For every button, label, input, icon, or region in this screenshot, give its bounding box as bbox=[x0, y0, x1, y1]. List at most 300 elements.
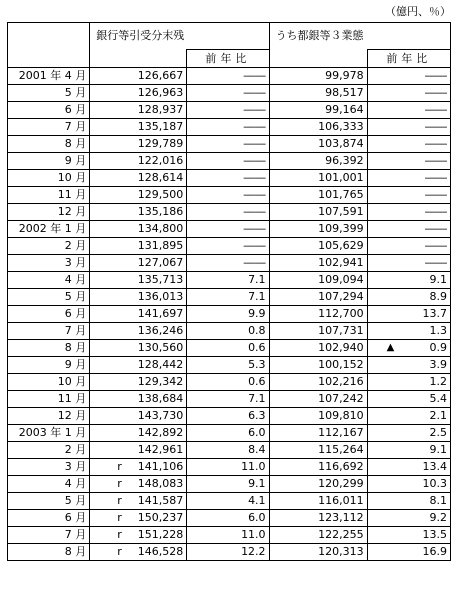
yoy2-cell-value: ―― bbox=[425, 154, 447, 167]
city-bank-cell bbox=[269, 391, 367, 408]
city-bank-cell-value: 123,112 bbox=[318, 511, 364, 524]
yoy-cell bbox=[187, 204, 269, 221]
row-label-value: 2002 年 1 月 bbox=[18, 222, 87, 235]
yoy-cell bbox=[187, 221, 269, 238]
city-bank-cell-value: 100,152 bbox=[318, 358, 364, 371]
yoy-cell bbox=[187, 340, 269, 357]
yoy-cell-value: ―― bbox=[243, 222, 266, 235]
balance-cell-value: 138,684 bbox=[137, 392, 184, 405]
yoy2-cell bbox=[367, 153, 450, 170]
yoy2-cell-value: 2.1 bbox=[429, 409, 447, 422]
unit-note: （億円、％） bbox=[385, 5, 451, 18]
row-label bbox=[8, 68, 90, 85]
yoy-cell-value: 7.1 bbox=[248, 392, 266, 405]
city-bank-cell-value: 102,940 bbox=[318, 341, 364, 354]
yoy-cell bbox=[187, 289, 269, 306]
row-label-value: 7 月 bbox=[64, 528, 87, 541]
city-bank-cell bbox=[269, 357, 367, 374]
table-row bbox=[8, 408, 451, 425]
balance-cell-value: 126,963 bbox=[137, 86, 184, 99]
row-label bbox=[8, 238, 90, 255]
yoy-cell bbox=[187, 170, 269, 187]
yoy2-cell-value: 3.9 bbox=[429, 358, 447, 371]
yoy2-cell-value: 1.2 bbox=[429, 375, 447, 388]
row-label bbox=[8, 391, 90, 408]
revised-flag: r bbox=[117, 545, 122, 558]
row-label bbox=[8, 510, 90, 527]
row-label bbox=[8, 170, 90, 187]
city-bank-cell-value: 120,313 bbox=[318, 545, 364, 558]
row-label bbox=[8, 357, 90, 374]
subheader-yoy-2: 前年比 bbox=[367, 50, 450, 68]
balance-cell bbox=[90, 68, 187, 85]
balance-cell bbox=[90, 170, 187, 187]
yoy-cell-value: ―― bbox=[243, 205, 266, 218]
yoy-cell-value: 6.0 bbox=[248, 511, 266, 524]
row-label-value: 6 月 bbox=[64, 103, 87, 116]
yoy-cell bbox=[187, 306, 269, 323]
row-label-value: 7 月 bbox=[64, 324, 87, 337]
yoy-cell-value: ―― bbox=[243, 120, 266, 133]
row-label bbox=[8, 527, 90, 544]
balance-cell-value: 151,228 bbox=[137, 528, 184, 541]
yoy2-cell bbox=[367, 476, 450, 493]
corner-cell-lower bbox=[8, 50, 90, 68]
yoy2-cell-value: 8.9 bbox=[429, 290, 447, 303]
table-row bbox=[8, 527, 451, 544]
yoy-cell-value: 8.4 bbox=[248, 443, 266, 456]
row-label bbox=[8, 187, 90, 204]
city-bank-cell bbox=[269, 187, 367, 204]
row-label-value: 2 月 bbox=[64, 239, 87, 252]
balance-cell bbox=[90, 425, 187, 442]
table-row bbox=[8, 85, 451, 102]
city-bank-cell bbox=[269, 272, 367, 289]
city-bank-cell bbox=[269, 289, 367, 306]
table-row bbox=[8, 510, 451, 527]
yoy2-cell bbox=[367, 442, 450, 459]
row-label bbox=[8, 425, 90, 442]
table-row bbox=[8, 221, 451, 238]
yoy2-cell bbox=[367, 425, 450, 442]
row-label-value: 2003 年 1 月 bbox=[18, 426, 87, 439]
city-bank-cell-value: 112,167 bbox=[318, 426, 364, 439]
yoy2-cell bbox=[367, 510, 450, 527]
city-bank-cell bbox=[269, 459, 367, 476]
city-bank-cell-value: 102,941 bbox=[318, 256, 364, 269]
city-bank-cell bbox=[269, 306, 367, 323]
yoy-cell bbox=[187, 510, 269, 527]
corner-cell bbox=[8, 23, 90, 50]
row-label bbox=[8, 153, 90, 170]
yoy2-cell bbox=[367, 255, 450, 272]
row-label-value: 6 月 bbox=[64, 511, 87, 524]
balance-cell-value: 146,528 bbox=[137, 545, 184, 558]
yoy2-cell bbox=[367, 68, 450, 85]
row-label-value: 6 月 bbox=[64, 307, 87, 320]
balance-cell-value: 129,789 bbox=[137, 137, 184, 150]
city-bank-cell-value: 115,264 bbox=[318, 443, 364, 456]
yoy-cell-value: ―― bbox=[243, 137, 266, 150]
table-row bbox=[8, 357, 451, 374]
yoy2-cell-value: ―― bbox=[425, 69, 447, 82]
city-bank-cell bbox=[269, 340, 367, 357]
yoy-cell bbox=[187, 119, 269, 136]
yoy2-cell bbox=[367, 187, 450, 204]
balance-cell-value: 126,667 bbox=[137, 69, 184, 82]
balance-cell bbox=[90, 544, 187, 561]
yoy-cell bbox=[187, 102, 269, 119]
city-bank-cell-value: 99,978 bbox=[325, 69, 364, 82]
city-bank-cell bbox=[269, 476, 367, 493]
city-bank-cell bbox=[269, 170, 367, 187]
yoy2-cell bbox=[367, 272, 450, 289]
yoy-cell bbox=[187, 136, 269, 153]
revised-flag: r bbox=[117, 460, 122, 473]
balance-cell-value: 141,697 bbox=[137, 307, 184, 320]
row-label-value: 3 月 bbox=[64, 256, 87, 269]
city-bank-cell bbox=[269, 85, 367, 102]
row-label-value: 4 月 bbox=[64, 273, 87, 286]
yoy2-cell-value: ―― bbox=[425, 205, 447, 218]
city-bank-cell-value: 107,731 bbox=[318, 324, 364, 337]
yoy-cell-value: 0.6 bbox=[248, 341, 266, 354]
yoy2-cell-value: ―― bbox=[425, 171, 447, 184]
city-bank-cell-value: 99,164 bbox=[325, 103, 364, 116]
city-bank-cell-value: 101,765 bbox=[318, 188, 364, 201]
yoy2-cell-value: 9.2 bbox=[429, 511, 447, 524]
city-bank-cell bbox=[269, 221, 367, 238]
table-row bbox=[8, 187, 451, 204]
yoy2-cell bbox=[367, 204, 450, 221]
balance-cell bbox=[90, 408, 187, 425]
balance-cell bbox=[90, 272, 187, 289]
yoy2-cell bbox=[367, 289, 450, 306]
subheader-row bbox=[8, 50, 451, 68]
city-bank-cell-value: 107,242 bbox=[318, 392, 364, 405]
balance-cell bbox=[90, 340, 187, 357]
balance-cell bbox=[90, 510, 187, 527]
row-label bbox=[8, 102, 90, 119]
balance-cell bbox=[90, 221, 187, 238]
yoy-cell-value: 7.1 bbox=[248, 273, 266, 286]
balance-cell bbox=[90, 391, 187, 408]
balance-cell bbox=[90, 255, 187, 272]
balance-cell-value: 136,246 bbox=[137, 324, 184, 337]
yoy-cell-value: 7.1 bbox=[248, 290, 266, 303]
city-bank-cell-value: 107,294 bbox=[318, 290, 364, 303]
city-bank-cell bbox=[269, 255, 367, 272]
yoy-cell bbox=[187, 408, 269, 425]
row-label bbox=[8, 85, 90, 102]
city-bank-cell bbox=[269, 153, 367, 170]
balance-cell-value: 134,800 bbox=[137, 222, 184, 235]
yoy2-cell bbox=[367, 170, 450, 187]
city-bank-cell-value: 105,629 bbox=[318, 239, 364, 252]
yoy2-cell bbox=[367, 85, 450, 102]
table-body bbox=[8, 23, 451, 561]
yoy2-cell-value: ―― bbox=[425, 239, 447, 252]
city-bank-cell bbox=[269, 510, 367, 527]
balance-cell bbox=[90, 476, 187, 493]
city-bank-cell bbox=[269, 442, 367, 459]
row-label bbox=[8, 544, 90, 561]
city-bank-cell bbox=[269, 425, 367, 442]
yoy-cell-value: 11.0 bbox=[241, 460, 266, 473]
yoy2-cell-value: ―― bbox=[425, 256, 447, 269]
header-col2: うち都銀等３業態 bbox=[269, 23, 367, 50]
yoy2-cell-value: 13.4 bbox=[422, 460, 447, 473]
row-label-value: 8 月 bbox=[64, 545, 87, 558]
balance-cell-value: 136,013 bbox=[137, 290, 184, 303]
yoy-cell-value: ―― bbox=[243, 171, 266, 184]
yoy2-cell-value: 13.5 bbox=[422, 528, 447, 541]
table-row bbox=[8, 476, 451, 493]
balance-cell-value: 141,587 bbox=[137, 494, 184, 507]
subheader-blank-2 bbox=[269, 50, 367, 68]
yoy2-cell bbox=[367, 527, 450, 544]
city-bank-cell bbox=[269, 527, 367, 544]
city-bank-cell-value: 102,216 bbox=[318, 375, 364, 388]
yoy2-cell-value: 13.7 bbox=[422, 307, 447, 320]
yoy2-cell bbox=[367, 408, 450, 425]
balance-cell-value: 143,730 bbox=[137, 409, 184, 422]
table-row bbox=[8, 136, 451, 153]
row-label bbox=[8, 323, 90, 340]
row-label-value: 11 月 bbox=[57, 188, 87, 201]
balance-cell bbox=[90, 289, 187, 306]
balance-cell bbox=[90, 459, 187, 476]
table-row bbox=[8, 323, 451, 340]
row-label-value: 12 月 bbox=[57, 205, 87, 218]
yoy-cell-value: 11.0 bbox=[241, 528, 266, 541]
yoy-cell-value: ―― bbox=[243, 154, 266, 167]
row-label bbox=[8, 255, 90, 272]
yoy-cell bbox=[187, 85, 269, 102]
yoy2-cell-value: 10.3 bbox=[422, 477, 447, 490]
city-bank-cell-value: 120,299 bbox=[318, 477, 364, 490]
yoy-cell bbox=[187, 323, 269, 340]
yoy2-cell-value: 8.1 bbox=[429, 494, 447, 507]
balance-cell-value: 135,713 bbox=[137, 273, 184, 286]
revised-flag: r bbox=[117, 494, 122, 507]
balance-cell bbox=[90, 187, 187, 204]
balance-cell bbox=[90, 102, 187, 119]
data-table bbox=[7, 22, 451, 561]
city-bank-cell-value: 107,591 bbox=[318, 205, 364, 218]
header-col1-spacer bbox=[187, 23, 269, 50]
row-label-value: 10 月 bbox=[57, 375, 87, 388]
yoy2-cell bbox=[367, 459, 450, 476]
balance-cell-value: 128,442 bbox=[137, 358, 184, 371]
yoy-cell-value: 9.9 bbox=[248, 307, 266, 320]
city-bank-cell bbox=[269, 493, 367, 510]
yoy2-cell bbox=[367, 374, 450, 391]
yoy2-cell bbox=[367, 136, 450, 153]
table-row bbox=[8, 493, 451, 510]
table-row bbox=[8, 204, 451, 221]
city-bank-cell-value: 116,011 bbox=[318, 494, 364, 507]
row-label-value: 2 月 bbox=[64, 443, 87, 456]
table-row bbox=[8, 459, 451, 476]
table-row bbox=[8, 119, 451, 136]
yoy2-cell-value: ―― bbox=[425, 103, 447, 116]
yoy-cell-value: ―― bbox=[243, 188, 266, 201]
revised-flag: r bbox=[117, 511, 122, 524]
yoy2-cell bbox=[367, 340, 450, 357]
balance-cell-value: 142,961 bbox=[137, 443, 184, 456]
yoy-cell bbox=[187, 187, 269, 204]
row-label bbox=[8, 476, 90, 493]
yoy2-cell-value: 0.9 bbox=[429, 341, 447, 354]
yoy-cell bbox=[187, 425, 269, 442]
row-label bbox=[8, 306, 90, 323]
subheader-yoy-1: 前年比 bbox=[187, 50, 269, 68]
balance-cell-value: 122,016 bbox=[137, 154, 184, 167]
yoy-cell-value: 0.6 bbox=[248, 375, 266, 388]
table-row bbox=[8, 340, 451, 357]
yoy-cell bbox=[187, 493, 269, 510]
yoy2-cell-value: 5.4 bbox=[429, 392, 447, 405]
balance-cell bbox=[90, 442, 187, 459]
row-label bbox=[8, 289, 90, 306]
yoy2-cell-value: ―― bbox=[425, 222, 447, 235]
balance-cell-value: 135,187 bbox=[137, 120, 184, 133]
yoy2-cell bbox=[367, 238, 450, 255]
yoy-cell bbox=[187, 68, 269, 85]
city-bank-cell-value: 122,255 bbox=[318, 528, 364, 541]
yoy2-cell-value: ―― bbox=[425, 120, 447, 133]
yoy-cell bbox=[187, 527, 269, 544]
table-row bbox=[8, 442, 451, 459]
row-label-value: 8 月 bbox=[64, 137, 87, 150]
city-bank-cell-value: 106,333 bbox=[318, 120, 364, 133]
row-label bbox=[8, 442, 90, 459]
city-bank-cell-value: 109,810 bbox=[318, 409, 364, 422]
balance-cell bbox=[90, 85, 187, 102]
yoy-cell bbox=[187, 272, 269, 289]
row-label bbox=[8, 119, 90, 136]
yoy-cell-value: 5.3 bbox=[248, 358, 266, 371]
table-row bbox=[8, 272, 451, 289]
yoy-cell bbox=[187, 374, 269, 391]
yoy2-cell bbox=[367, 357, 450, 374]
row-label bbox=[8, 408, 90, 425]
city-bank-cell bbox=[269, 238, 367, 255]
header-row bbox=[8, 23, 451, 50]
yoy-cell bbox=[187, 357, 269, 374]
table-row bbox=[8, 425, 451, 442]
city-bank-cell bbox=[269, 374, 367, 391]
balance-cell-value: 128,614 bbox=[137, 171, 184, 184]
table-row bbox=[8, 255, 451, 272]
table-row bbox=[8, 391, 451, 408]
row-label-value: 2001 年 4 月 bbox=[18, 69, 87, 82]
yoy-cell-value: 6.0 bbox=[248, 426, 266, 439]
yoy-cell bbox=[187, 255, 269, 272]
row-label-value: 5 月 bbox=[64, 86, 87, 99]
balance-cell bbox=[90, 374, 187, 391]
yoy2-cell bbox=[367, 102, 450, 119]
balance-cell-value: 142,892 bbox=[137, 426, 184, 439]
row-label bbox=[8, 221, 90, 238]
table-row bbox=[8, 544, 451, 561]
row-label bbox=[8, 493, 90, 510]
table-row bbox=[8, 238, 451, 255]
table-row bbox=[8, 102, 451, 119]
yoy2-cell bbox=[367, 323, 450, 340]
subheader-blank-1 bbox=[90, 50, 187, 68]
row-label-value: 4 月 bbox=[64, 477, 87, 490]
balance-cell-value: 130,560 bbox=[137, 341, 184, 354]
yoy-cell bbox=[187, 442, 269, 459]
yoy2-cell-value: 9.1 bbox=[429, 443, 447, 456]
table-row bbox=[8, 153, 451, 170]
yoy-cell bbox=[187, 153, 269, 170]
table-row bbox=[8, 374, 451, 391]
yoy-cell-value: ―― bbox=[243, 103, 266, 116]
negative-triangle-icon: ▲ bbox=[386, 342, 395, 353]
header-col2-spacer bbox=[367, 23, 450, 50]
city-bank-cell-value: 103,874 bbox=[318, 137, 364, 150]
row-label-value: 7 月 bbox=[64, 120, 87, 133]
row-label-value: 10 月 bbox=[57, 171, 87, 184]
city-bank-cell bbox=[269, 102, 367, 119]
row-label bbox=[8, 136, 90, 153]
city-bank-cell bbox=[269, 136, 367, 153]
yoy-cell bbox=[187, 544, 269, 561]
yoy2-cell-value: 9.1 bbox=[429, 273, 447, 286]
row-label bbox=[8, 340, 90, 357]
yoy-cell-value: ―― bbox=[243, 256, 266, 269]
balance-cell bbox=[90, 153, 187, 170]
yoy-cell-value: 9.1 bbox=[248, 477, 266, 490]
balance-cell-value: 128,937 bbox=[137, 103, 184, 116]
yoy-cell bbox=[187, 238, 269, 255]
yoy2-cell bbox=[367, 391, 450, 408]
balance-cell-value: 148,083 bbox=[137, 477, 184, 490]
table-row bbox=[8, 170, 451, 187]
balance-cell bbox=[90, 119, 187, 136]
yoy2-cell-value: 16.9 bbox=[422, 545, 447, 558]
yoy2-cell bbox=[367, 544, 450, 561]
city-bank-cell bbox=[269, 204, 367, 221]
table-row bbox=[8, 306, 451, 323]
city-bank-cell-value: 109,399 bbox=[318, 222, 364, 235]
revised-flag: r bbox=[117, 528, 122, 541]
balance-cell-value: 150,237 bbox=[137, 511, 184, 524]
row-label-value: 3 月 bbox=[64, 460, 87, 473]
yoy-cell bbox=[187, 391, 269, 408]
city-bank-cell bbox=[269, 544, 367, 561]
revised-flag: r bbox=[117, 477, 122, 490]
yoy-cell-value: 0.8 bbox=[248, 324, 266, 337]
yoy2-cell-value: ―― bbox=[425, 137, 447, 150]
yoy2-cell-value: ―― bbox=[425, 86, 447, 99]
yoy-cell bbox=[187, 459, 269, 476]
row-label bbox=[8, 204, 90, 221]
yoy-cell-value: 6.3 bbox=[248, 409, 266, 422]
yoy2-cell bbox=[367, 306, 450, 323]
city-bank-cell-value: 116,692 bbox=[318, 460, 364, 473]
yoy2-cell-value: ―― bbox=[425, 188, 447, 201]
row-label-value: 9 月 bbox=[64, 358, 87, 371]
yoy-cell-value: ―― bbox=[243, 239, 266, 252]
city-bank-cell-value: 96,392 bbox=[325, 154, 364, 167]
row-label-value: 5 月 bbox=[64, 290, 87, 303]
balance-cell bbox=[90, 357, 187, 374]
yoy-cell-value: ―― bbox=[243, 69, 266, 82]
